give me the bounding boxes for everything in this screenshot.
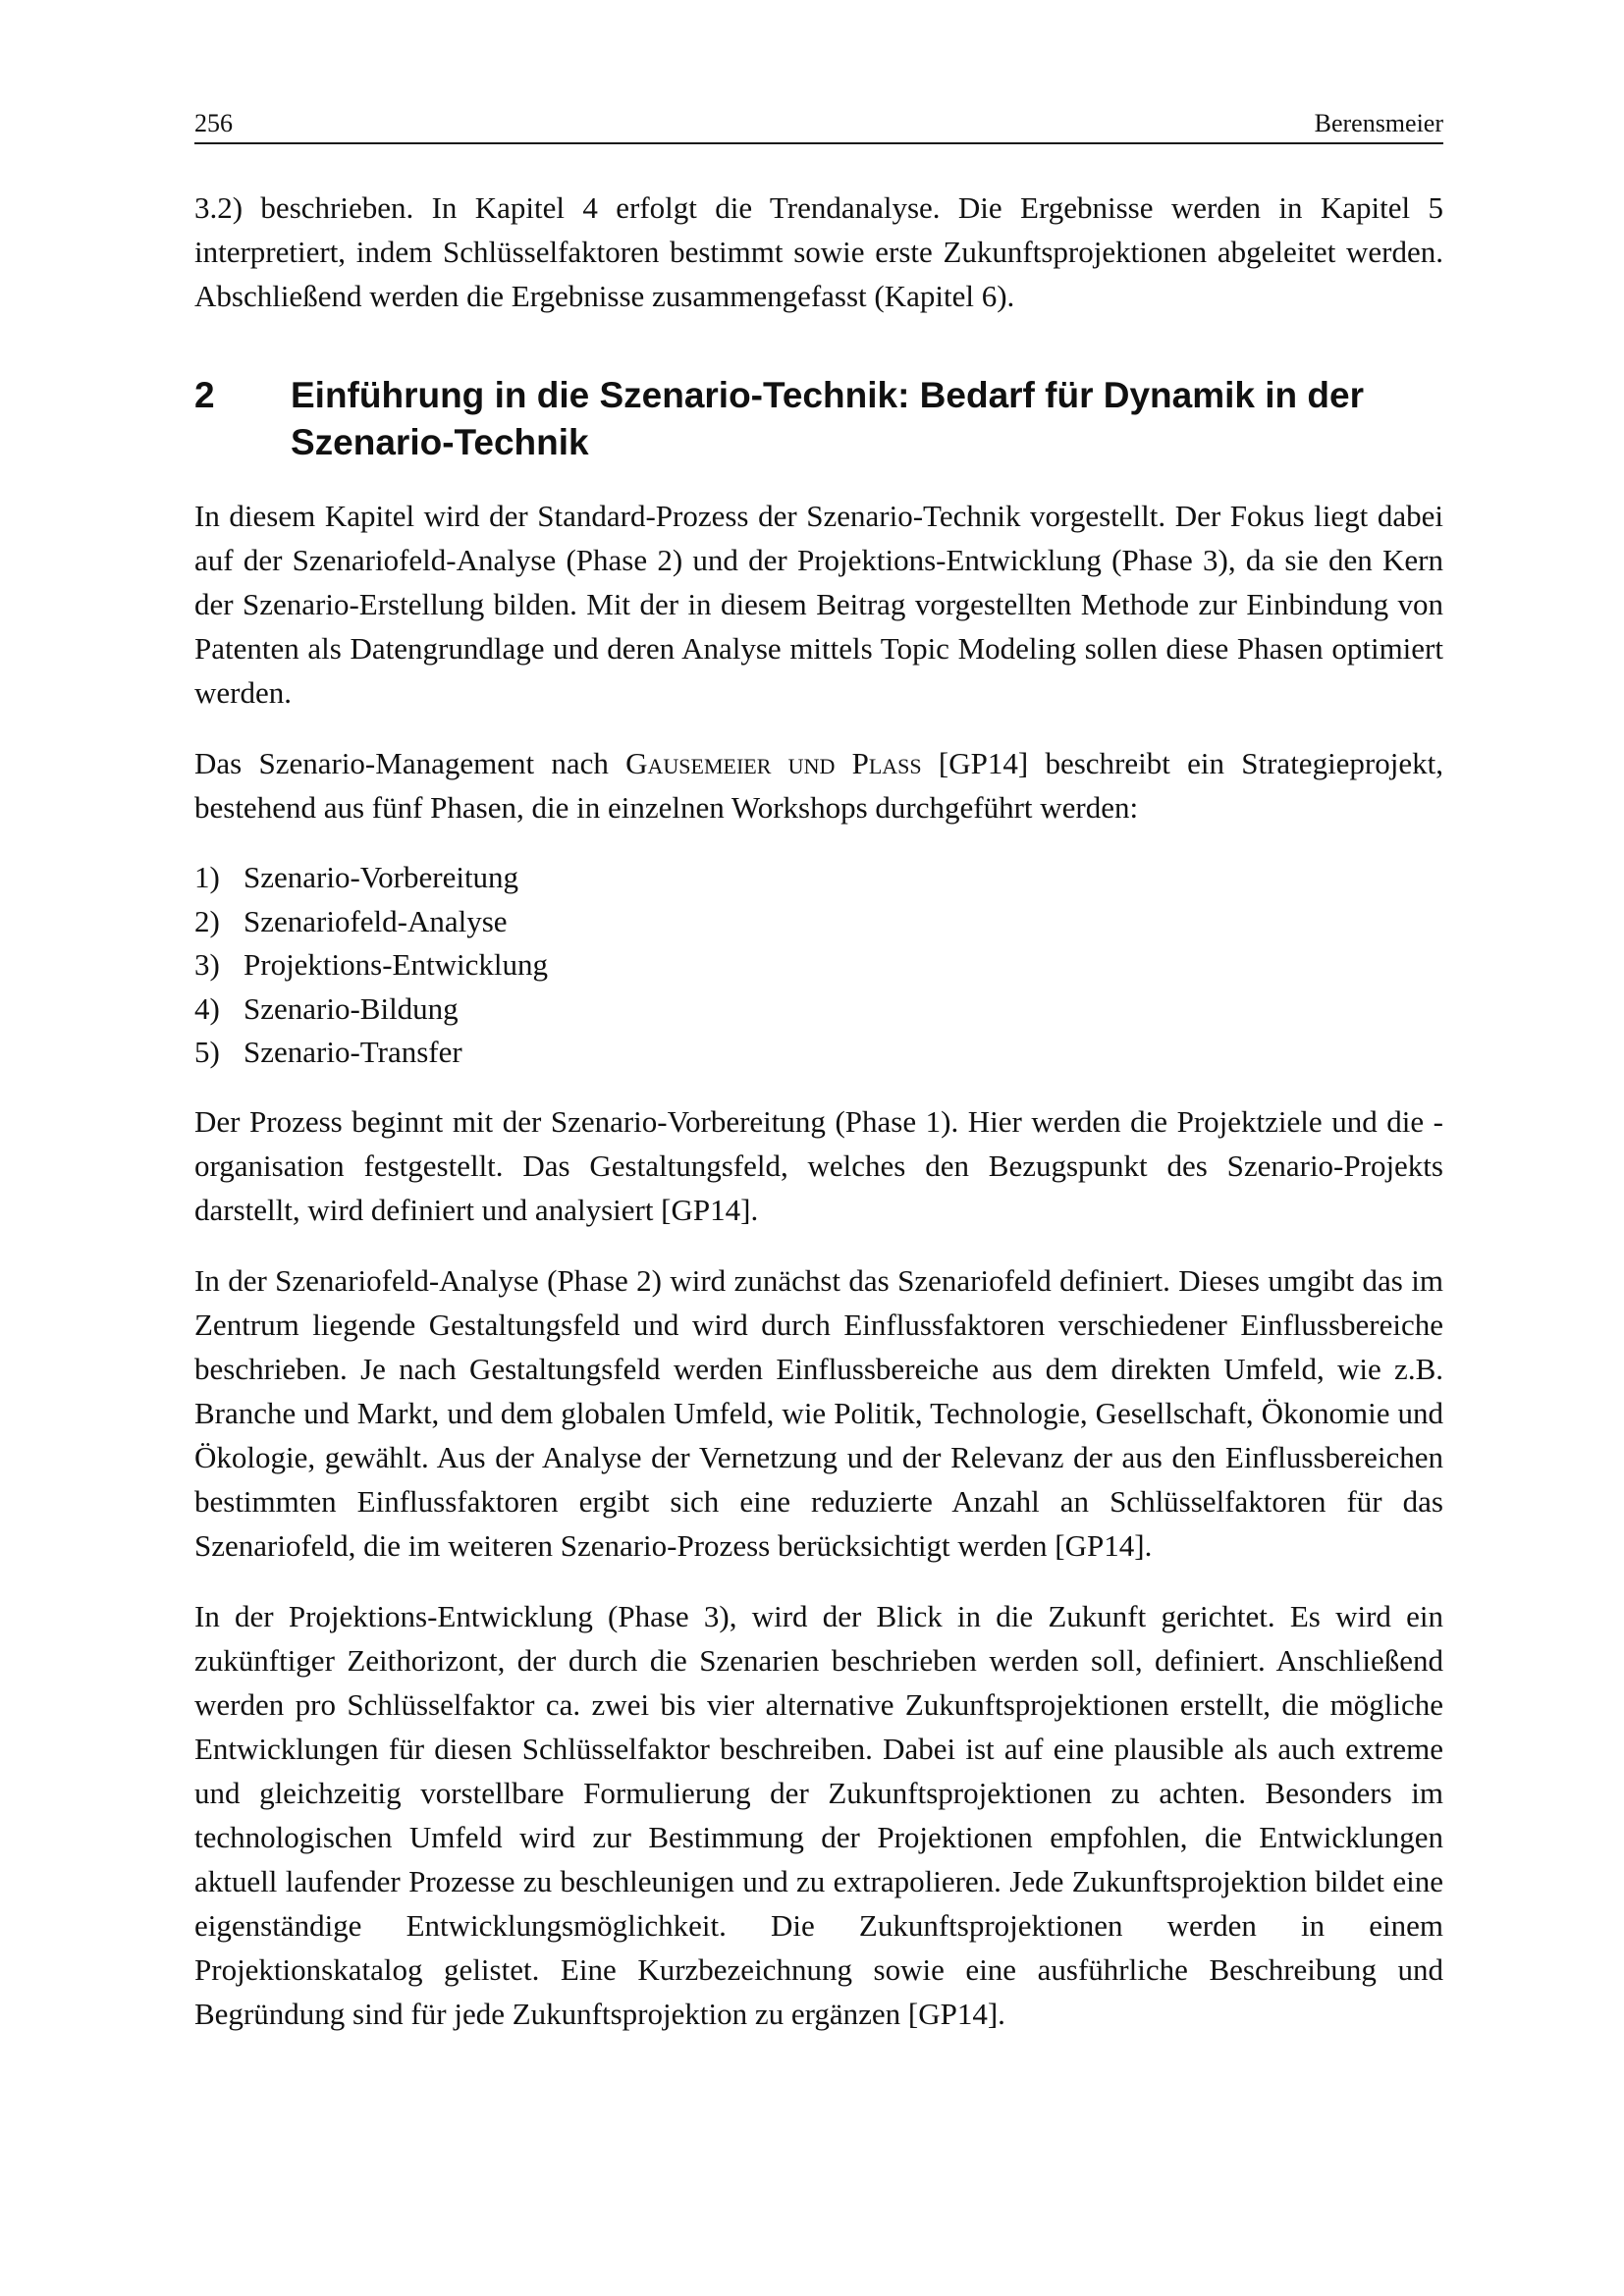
paragraph-text: [GP14] beschreibt ein Strategieprojekt, bestehend aus fünf Phasen, die in einzelnen Workshops durchgeführt werden:: [194, 746, 1443, 825]
list-item-label: Projektions-Entwicklung: [244, 947, 548, 982]
paragraph-scenario-management: [194, 741, 1443, 829]
section-heading: [194, 372, 1443, 466]
list-item-number: 2): [194, 903, 220, 938]
paragraph-chapter-overview: In diesem Kapitel wird der Standard-Prozess der Szenario-Technik vorgestellt. Der Fokus liegt dabei auf der Szenariofeld-Analyse (Phase 2) und der Projektions-Entwicklung (Phase 3), da sie den Kern der Szenario-Erstellung bilden. Mit der in diesem Beitrag vorgestellten Methode zur Einbindung von Patenten als Datengrundlage und deren Analyse mittels Topic Modeling sollen diese Phasen optimiert werden.: [194, 499, 1443, 710]
list-item-label: Szenariofeld-Analyse: [244, 903, 508, 938]
paragraph-text: Das Szenario-Management nach: [194, 746, 626, 780]
list-item: [194, 943, 1443, 988]
paragraph-phase-3: In der Projektions-Entwicklung (Phase 3), wird der Blick in die Zukunft gerichtet. Es wird ein zukünftiger Zeithorizont, der durch die Szenarien beschrieben werden soll, definiert. Anschließend werden pro Schlüsselfaktor ca. zwei bis vier alternative Zukunftsprojektionen erstellt, die mögliche Entwicklungen für diesen Schlüsselfaktor beschreiben. Dabei ist auf eine plausible als auch extreme und gleichzeitig vorstellbare Formulierung der Zukunftsprojektionen zu achten. Besonders im technologischen Umfeld wird zur Bestimmung der Projektionen empfohlen, die Entwicklungen aktuell laufender Prozesse zu beschleunigen und zu extrapolieren. Jede Zukunftsprojektion bildet eine eigenständige Entwicklungsmöglichkeit. Die Zukunftsprojektionen werden in einem Projektionskatalog gelistet. Eine Kurzbezeichnung sowie eine ausführliche Beschreibung und Begründung sind für jede Zukunftsprojektion zu ergänzen [GP14].: [194, 1598, 1443, 2031]
section-title: Einführung in die Szenario-Technik: Bedarf für Dynamik in der Szenario-Technik: [291, 375, 1364, 462]
phase-list: [194, 856, 1443, 1075]
running-header-author: Berensmeier: [1314, 109, 1443, 137]
running-header: [194, 108, 1443, 144]
list-item-number: 3): [194, 947, 220, 982]
body-text: [194, 186, 1443, 2036]
document-page: [194, 108, 1443, 2062]
list-item: [194, 988, 1443, 1032]
list-item-number: 4): [194, 990, 220, 1026]
paragraph-phase-2: In der Szenariofeld-Analyse (Phase 2) wird zunächst das Szenariofeld definiert. Dieses umgibt das im Zentrum liegende Gestaltungsfeld und wird durch Einflussfaktoren verschiedener Einflussbereiche beschrieben. Je nach Gestaltungsfeld werden Einflussbereiche aus dem direkten Umfeld, wie z.B. Branche und Markt, und dem globalen Umfeld, wie Politik, Technologie, Gesellschaft, Ökonomie und Ökologie, gewählt. Aus der Analyse der Vernetzung und der Relevanz der aus den Einflussbereichen bestimmten Einflussfaktoren ergibt sich eine reduzierte Anzahl an Schlüsselfaktoren für das Szenariofeld, die im weiteren Szenario-Prozess berücksichtigt werden [GP14].: [194, 1262, 1443, 1563]
list-item-number: 1): [194, 860, 220, 894]
intro-paragraph: 3.2) beschrieben. In Kapitel 4 erfolgt die Trendanalyse. Die Ergebnisse werden in Kapitel 5 interpretiert, indem Schlüsselfaktoren bestimmt sowie erste Zukunftsprojektionen abgeleitet werden. Abschließend werden die Ergebnisse zusammengefasst (Kapitel 6).: [194, 190, 1443, 313]
list-item: [194, 900, 1443, 944]
list-item-number: 5): [194, 1035, 220, 1069]
paragraph-phase-1: Der Prozess beginnt mit der Szenario-Vorbereitung (Phase 1). Hier werden die Projektziele und die -organisation festgestellt. Das Gestaltungsfeld, welches den Bezugspunkt des Szenario-Projekts darstellt, wird definiert und analysiert [GP14].: [194, 1103, 1443, 1227]
cited-authors: Gausemeier und Plass: [625, 746, 922, 780]
list-item-label: Szenario-Bildung: [244, 990, 459, 1026]
list-item: [194, 1031, 1443, 1075]
list-item: [194, 856, 1443, 900]
page-number: 256: [194, 109, 233, 137]
list-item-label: Szenario-Transfer: [244, 1035, 462, 1069]
section-number: 2: [194, 375, 215, 415]
list-item-label: Szenario-Vorbereitung: [244, 860, 519, 894]
